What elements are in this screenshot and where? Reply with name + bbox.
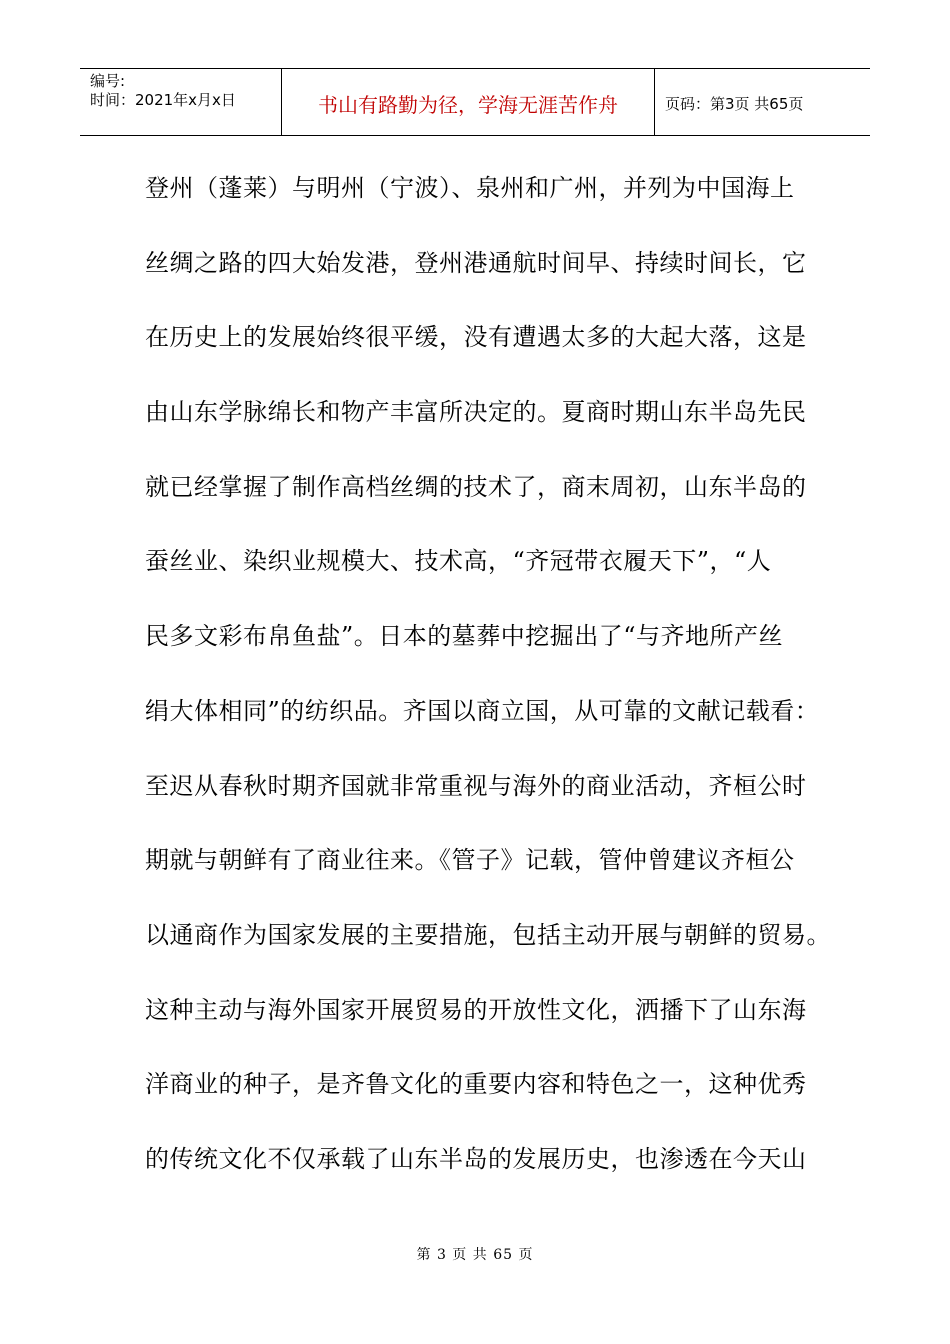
header-motto: 书山有路勤为径，学海无涯苦作舟: [318, 93, 618, 117]
document-number-label: 编号:: [90, 72, 126, 90]
body-text: [145, 168, 831, 1214]
body-line: 蚕丝业、染织业规模大、技术高，“齐冠带衣履天下”，“人: [145, 547, 772, 576]
body-line: 期就与朝鲜有了商业往来。《管子》记载，管仲曾建议齐桓公: [145, 846, 795, 875]
body-line: 以通商作为国家发展的主要措施，包括主动开展与朝鲜的贸易。: [145, 920, 831, 949]
body-line: 在历史上的发展始终很平缓，没有遭遇太多的大起大落，这是: [145, 323, 807, 352]
document-header: [80, 68, 870, 136]
document-date: 时间：2021年x月x日: [90, 91, 236, 109]
body-line: 至迟从春秋时期齐国就非常重视与海外的商业活动，齐桓公时: [145, 771, 807, 800]
body-line: 绢大体相同”的纺织品。齐国以商立国，从可靠的文献记载看：: [145, 696, 820, 725]
body-line: 由山东学脉绵长和物产丰富所决定的。夏商时期山东半岛先民: [145, 398, 807, 427]
body-line: 这种主动与海外国家开展贸易的开放性文化，洒播下了山东海: [145, 995, 807, 1024]
page-footer: 第 3 页 共 65 页: [416, 1247, 534, 1263]
body-line: 的传统文化不仅承载了山东半岛的发展历史，也渗透在今天山: [145, 1144, 807, 1173]
header-page-code: 页码：第3页 共65页: [665, 95, 804, 113]
header-page-cell: [655, 69, 870, 135]
body-line: 民多文彩布帛鱼盐”。日本的墓葬中挖掘出了“与齐地所产丝: [145, 622, 784, 651]
body-line: 登州（蓬莱）与明州（宁波）、泉州和广州，并列为中国海上: [145, 174, 795, 202]
header-motto-cell: [282, 69, 655, 135]
body-line: 洋商业的种子，是齐鲁文化的重要内容和特色之一，这种优秀: [145, 1070, 807, 1099]
body-line: 丝绸之路的四大始发港，登州港通航时间早、持续时间长，它: [145, 248, 807, 277]
body-line: 就已经掌握了制作高档丝绸的技术了，商末周初，山东半岛的: [145, 472, 807, 501]
header-meta-cell: [80, 69, 282, 135]
